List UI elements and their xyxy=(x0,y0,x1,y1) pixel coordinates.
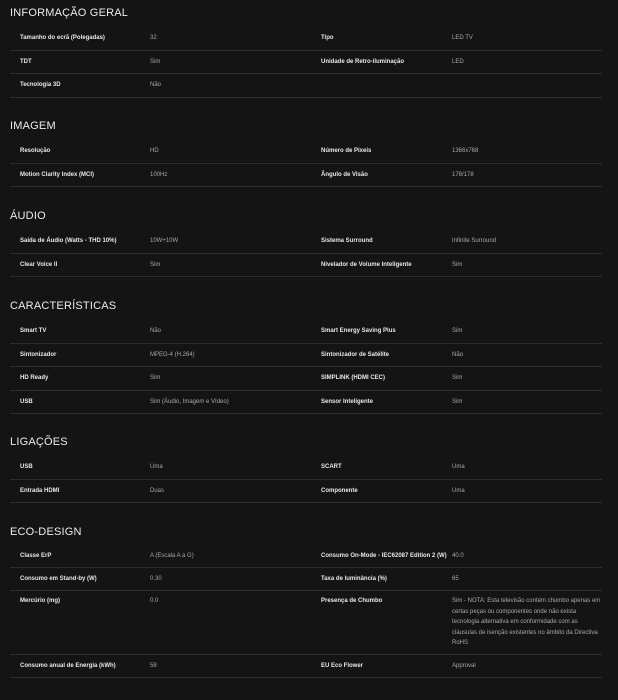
section-audio-rows xyxy=(10,230,602,277)
spec-label: Nivelador de Volume Inteligente xyxy=(321,261,412,268)
spec-row xyxy=(10,568,602,592)
spec-label: Entrada HDMI xyxy=(20,487,60,494)
spec-row xyxy=(10,391,602,415)
spec-label: TDT xyxy=(20,58,32,65)
spec-value: Sim xyxy=(452,261,463,268)
spec-label: Resolução xyxy=(20,148,51,154)
section-title: ÁUDIO xyxy=(10,210,46,222)
spec-label: Presença de Chumbo xyxy=(321,598,383,604)
spec-label: Sintonizador xyxy=(20,351,57,358)
section-eco-design xyxy=(10,526,602,539)
spec-value: Uma xyxy=(452,487,465,494)
spec-row xyxy=(10,164,602,188)
spec-row xyxy=(10,344,602,368)
spec-label: Tipo xyxy=(321,35,334,41)
spec-label: Saída de Áudio (Watts - THD 10%) xyxy=(20,238,117,244)
spec-label: Sensor Inteligente xyxy=(321,398,374,405)
spec-value: LED xyxy=(452,58,464,65)
spec-row xyxy=(10,480,602,504)
spec-value: Uma xyxy=(150,464,163,470)
section-picture xyxy=(10,120,602,133)
spec-label: Mercúrio (mg) xyxy=(20,598,61,604)
section-connections xyxy=(10,436,602,449)
spec-row xyxy=(10,655,602,679)
spec-value: Sim - NOTA: Esta televisão contém chumbo apenas em certas peças ou componentes onde não exista tecnologia alternativa em conformidade com as cláusulas de isenção existentes no âmbito da Directiva RoHS xyxy=(452,598,601,646)
spec-value: LED TV xyxy=(452,35,473,41)
section-picture-rows xyxy=(10,140,602,187)
spec-value: Sim xyxy=(452,328,463,334)
section-audio xyxy=(10,210,602,223)
spec-value: 10W+10W xyxy=(150,238,179,244)
spec-value: Não xyxy=(150,328,162,334)
spec-value: Sim xyxy=(452,398,463,405)
spec-label: Tamanho do ecrã (Polegadas) xyxy=(20,35,105,41)
spec-value: A (Escala A a G) xyxy=(150,553,194,559)
spec-value: Sim xyxy=(150,58,161,65)
spec-label: Unidade de Retro-iluminação xyxy=(321,58,405,65)
spec-value: 32 xyxy=(150,35,157,41)
spec-row xyxy=(10,51,602,75)
spec-value: Sim xyxy=(452,375,463,381)
spec-label: Clear Voice II xyxy=(20,261,58,268)
spec-label: Número de Pixeis xyxy=(321,148,372,154)
spec-row xyxy=(10,27,602,51)
spec-label: Consumo anual de Energia (kWh) xyxy=(20,662,116,669)
section-title: ECO-DESIGN xyxy=(10,526,82,538)
section-general-rows xyxy=(10,27,602,98)
spec-label: SCART xyxy=(321,464,342,470)
spec-label: Consumo On-Mode - IEC62087 Edition 2 (W) xyxy=(321,553,447,559)
spec-label: Componente xyxy=(321,487,358,494)
section-features-rows xyxy=(10,320,602,414)
spec-label: USB xyxy=(20,464,33,470)
spec-value: 178/178 xyxy=(452,171,474,178)
spec-label xyxy=(321,80,452,91)
spec-label: USB xyxy=(20,398,33,405)
spec-value: 58 xyxy=(150,662,157,669)
spec-row xyxy=(10,254,602,278)
spec-row xyxy=(10,230,602,254)
section-connections-rows xyxy=(10,456,602,503)
spec-value: 1366x768 xyxy=(452,148,479,154)
spec-value: Não xyxy=(150,82,162,88)
section-features xyxy=(10,300,602,313)
spec-row xyxy=(10,546,602,568)
spec-value: Uma xyxy=(452,464,465,470)
spec-label: Classe ErP xyxy=(20,553,52,559)
section-title: CARACTERÍSTICAS xyxy=(10,300,117,312)
spec-value: Duas xyxy=(150,487,165,494)
spec-row xyxy=(10,367,602,391)
spec-row xyxy=(10,140,602,164)
spec-label: Taxa de luminância (%) xyxy=(321,575,387,582)
spec-label: HD Ready xyxy=(20,375,49,381)
section-eco-design-rows xyxy=(10,546,602,678)
spec-label: SIMPLINK (HDMI CEC) xyxy=(321,375,385,381)
spec-label: Smart TV xyxy=(20,328,47,334)
spec-label: Sistema Surround xyxy=(321,238,373,244)
spec-row xyxy=(10,74,602,98)
spec-value: 40.0 xyxy=(452,553,464,559)
spec-label: Ângulo de Visão xyxy=(321,171,368,178)
spec-value: Sim xyxy=(150,261,161,268)
spec-value: Infinite Surround xyxy=(452,238,497,244)
spec-label: Motion Clarity Index (MCI) xyxy=(20,171,94,178)
section-general xyxy=(10,7,602,20)
spec-row xyxy=(10,320,602,344)
spec-value xyxy=(452,80,602,91)
section-title: LIGAÇÕES xyxy=(10,436,68,448)
spec-label: Smart Energy Saving Plus xyxy=(321,328,396,334)
spec-row xyxy=(10,456,602,480)
spec-value: 0.0 xyxy=(150,598,159,604)
spec-value: HD xyxy=(150,148,159,154)
spec-label: Tecnologia 3D xyxy=(20,82,61,88)
spec-label: EU Eco Flower xyxy=(321,662,364,669)
spec-value: Sim (Áudio, Imagem e Vídeo) xyxy=(150,398,229,405)
section-title: INFORMAÇÃO GERAL xyxy=(10,7,129,19)
spec-value: Não xyxy=(452,351,464,358)
spec-label: Sintonizador de Satélite xyxy=(321,351,390,358)
spec-value: 100Hz xyxy=(150,171,168,178)
spec-value: MPEG-4 (H.264) xyxy=(150,351,195,358)
spec-value: Approval xyxy=(452,662,476,669)
section-title: IMAGEM xyxy=(10,120,56,132)
spec-value: 65 xyxy=(452,575,459,582)
spec-row xyxy=(10,591,602,655)
spec-value: Sim xyxy=(150,375,161,381)
spec-value: 0.30 xyxy=(150,575,162,582)
spec-label: Consumo em Stand-by (W) xyxy=(20,575,97,582)
